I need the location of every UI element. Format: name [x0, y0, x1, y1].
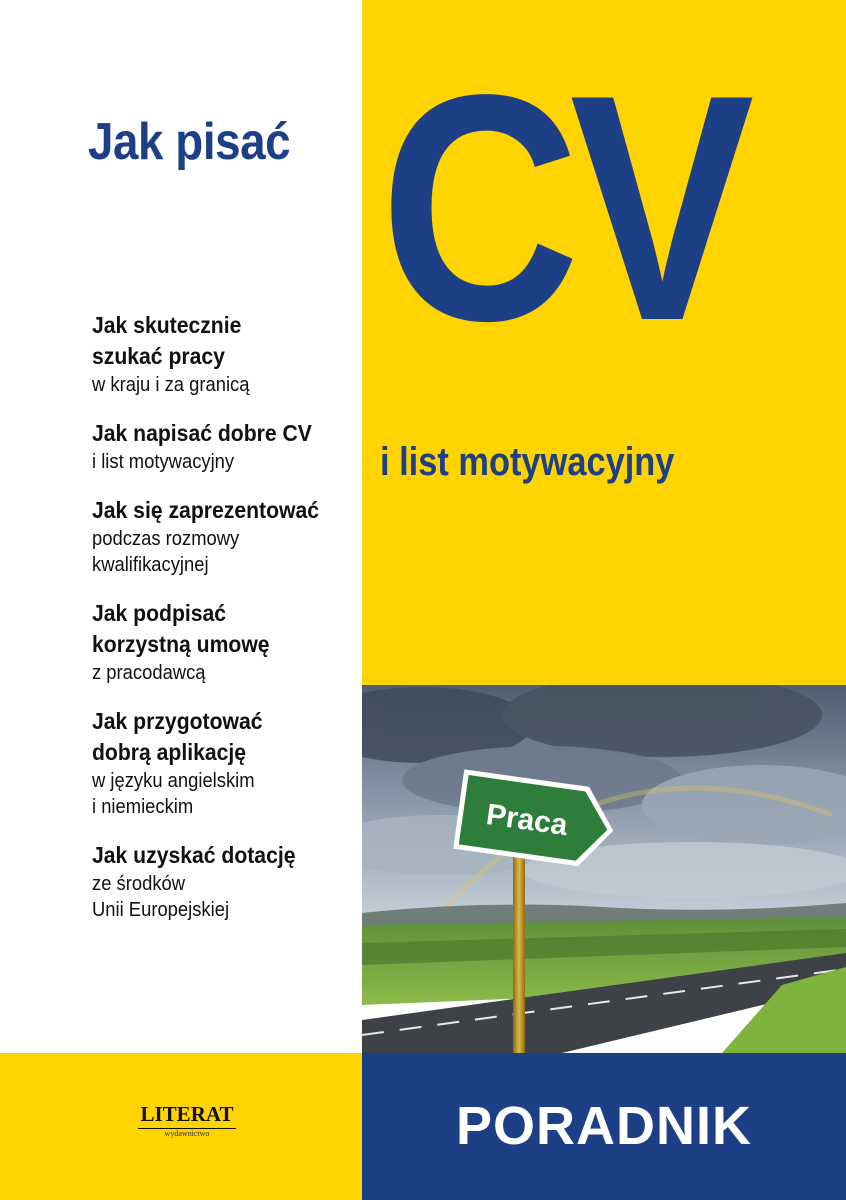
topic-item: [92, 598, 354, 686]
series-label: PORADNIK: [455, 1096, 752, 1156]
topic-heading: dobrą aplikację: [92, 739, 247, 765]
sign-post: [513, 843, 525, 1053]
topic-detail: w języku angielskim: [92, 770, 255, 792]
topic-heading: Jak się zaprezentować: [92, 497, 319, 523]
topic-detail: z pracodawcą: [92, 662, 206, 684]
publisher-tagline: wydawnictwo: [138, 1128, 236, 1138]
subtitle: i list motywacyjny: [380, 440, 675, 484]
topic-heading: Jak uzyskać dotację: [92, 842, 296, 868]
topic-detail: w kraju i za granicą: [92, 374, 250, 396]
publisher-name: LITERAT: [140, 1102, 234, 1126]
topic-item: [92, 495, 354, 578]
title-small: Jak pisać: [88, 113, 291, 171]
topic-heading: korzystną umowę: [92, 631, 270, 657]
title-big: CV: [380, 29, 745, 388]
topic-heading: Jak napisać dobre CV: [92, 420, 312, 446]
road-landscape-illustration: [362, 685, 846, 1053]
clouds: [362, 685, 846, 898]
publisher-logo: [136, 1102, 238, 1138]
sign-label: Praca: [484, 798, 570, 843]
topic-detail: i list motywacyjny: [92, 451, 235, 473]
cover-photo: [362, 685, 846, 1053]
topic-detail: i niemieckim: [92, 796, 194, 818]
topic-detail: Unii Europejskiej: [92, 899, 230, 921]
topic-item: [92, 840, 354, 923]
topic-heading: Jak przygotować: [92, 708, 263, 734]
topic-detail: podczas rozmowy: [92, 528, 240, 550]
topic-heading: Jak skutecznie: [92, 312, 242, 338]
topic-item: [92, 418, 354, 475]
topic-detail: kwalifikacyjnej: [92, 554, 209, 576]
topic-heading: Jak podpisać: [92, 600, 227, 626]
topic-heading: szukać pracy: [92, 343, 225, 369]
topic-item: [92, 310, 354, 398]
topic-item: [92, 706, 354, 820]
topic-detail: ze środków: [92, 873, 186, 895]
topic-list: [92, 310, 354, 943]
